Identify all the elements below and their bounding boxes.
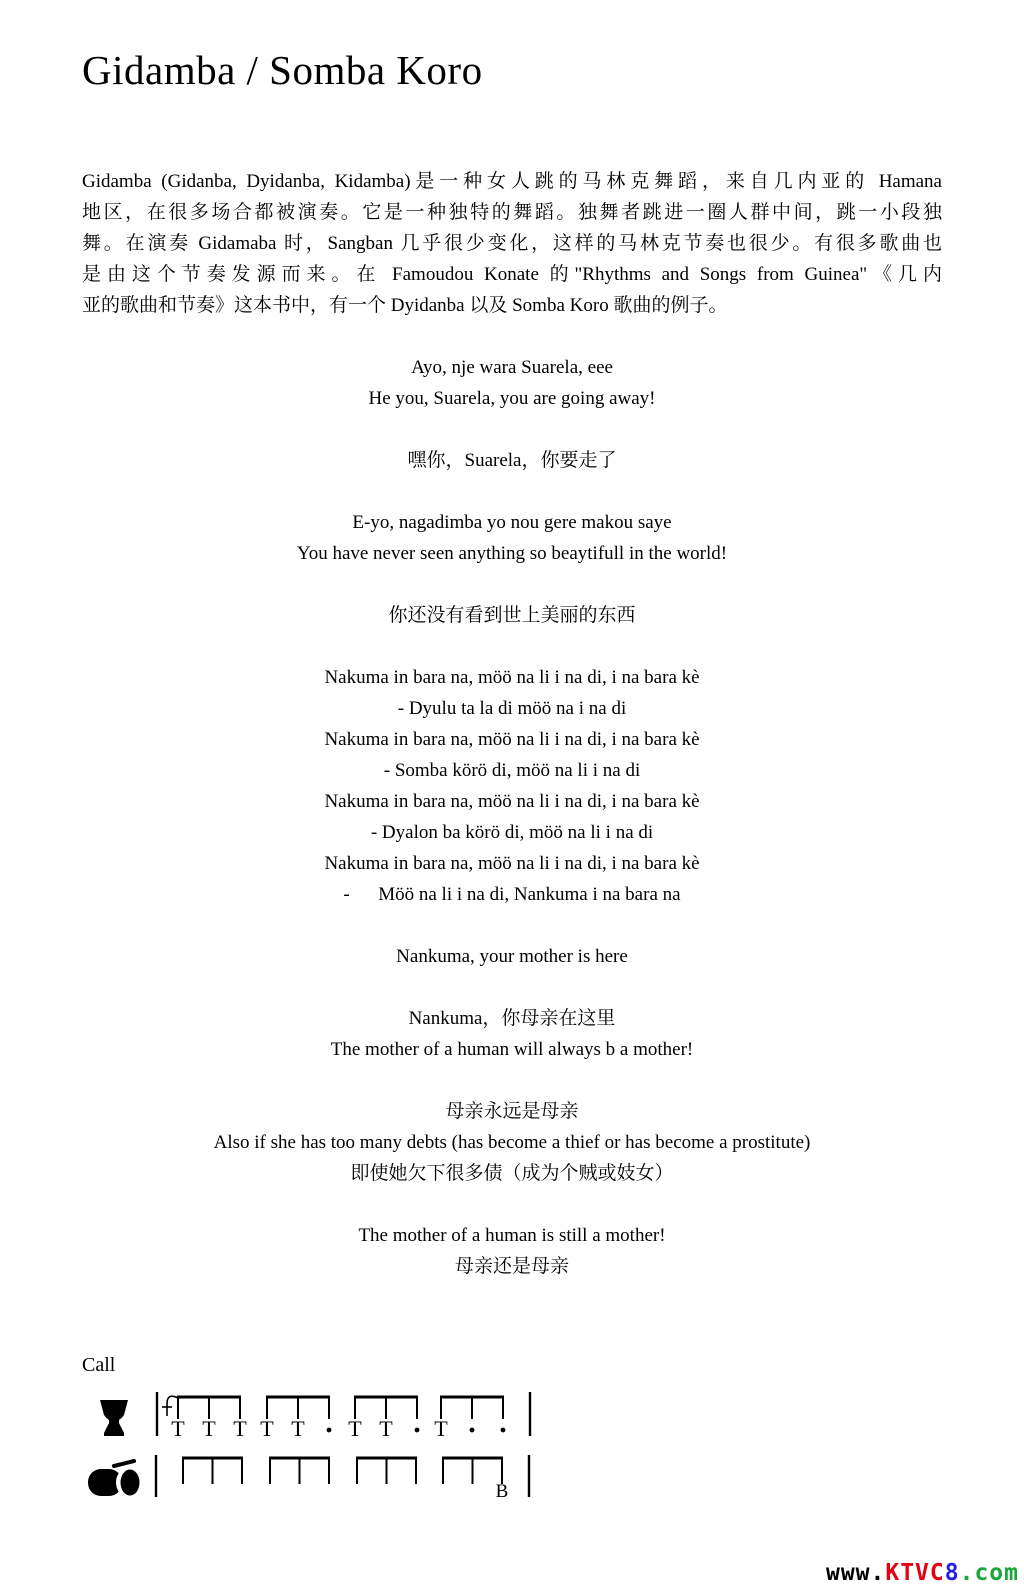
intro-line: 是由这个节奏发源而来。在 Famoudou Konate 的"Rhythms and Songs from Guinea"《几内: [82, 264, 942, 285]
lyric-line: - Möö na li i na di, Nankuma i na bara na: [343, 884, 681, 905]
lyric-block: [82, 600, 942, 631]
call-label: Call: [82, 1354, 116, 1376]
page-title: Gidamba / Somba Koro: [82, 47, 483, 93]
intro-line: 地区，在很多场合都被演奏。它是一种独特的舞蹈。独舞者跳进一圈人群中间，跳一小段独: [82, 202, 942, 223]
lyric-line: The mother of a human is still a mother!: [358, 1225, 666, 1246]
notation-staff: [156, 1392, 530, 1502]
note-letter: T: [202, 1416, 216, 1441]
lyric-line: Nakuma in bara na, möö na li i na di, i na bara kè: [324, 791, 700, 812]
lyric-line: - Somba körö di, möö na li i na di: [383, 760, 641, 781]
rest-dot: [327, 1428, 332, 1433]
lyric-line: - Dyalon ba körö di, möö na li i na di: [370, 822, 654, 843]
lyric-block: [82, 1220, 942, 1282]
lyric-line: Nakuma in bara na, möö na li i na di, i na bara kè: [324, 853, 700, 874]
lyric-line: Nakuma in bara na, möö na li i na di, i na bara kè: [324, 667, 700, 688]
watermark-segment: .com: [959, 1560, 1019, 1586]
lyric-block: [82, 352, 942, 414]
note-letter: T: [379, 1416, 393, 1441]
note-letter: B: [495, 1481, 509, 1502]
watermark-segment: 8: [944, 1560, 960, 1586]
lyric-block: [82, 662, 942, 910]
lyric-line: Nankuma, your mother is here: [396, 946, 628, 967]
lyric-block: [82, 1003, 942, 1065]
lyric-block: [82, 445, 942, 476]
note-letter: T: [434, 1416, 448, 1441]
note-letter: T: [233, 1416, 247, 1441]
lyric-line: Nankuma，你母亲在这里: [408, 1008, 616, 1029]
note-letter: T: [171, 1416, 185, 1441]
note-letter: T: [260, 1416, 274, 1441]
watermark: [826, 1560, 1019, 1586]
djembe-icon: [100, 1400, 128, 1436]
lyric-block: [82, 941, 942, 972]
lyric-line: Nakuma in bara na, möö na li i na di, i na bara kè: [324, 729, 700, 750]
rest-dot: [415, 1428, 420, 1433]
notation-svg: [0, 1385, 560, 1510]
rest-dot: [470, 1428, 475, 1433]
dunun-icon: [88, 1461, 140, 1497]
lyric-line: He you, Suarela, you are going away!: [368, 388, 656, 409]
intro-line: 亚的歌曲和节奏》这本书中，有一个 Dyidanba 以及 Somba Koro 歌曲的例子。: [82, 295, 728, 316]
intro-line: Gidamba (Gidanba, Dyidanba, Kidamba)是一种女人跳的马林克舞蹈，来自几内亚的 Hamana: [82, 171, 942, 192]
lyric-line: - Dyulu ta la di möö na i na di: [397, 698, 627, 719]
lyrics-section: [82, 352, 942, 1313]
lyric-line: Ayo, nje wara Suarela, eee: [411, 357, 613, 378]
lyric-line: 母亲永远是母亲: [445, 1101, 579, 1122]
watermark-segment: www.: [825, 1560, 886, 1586]
lyric-line: 即使她欠下很多债（成为个贼或妓女）: [350, 1163, 674, 1184]
intro-paragraph: [82, 166, 942, 321]
note-letter: T: [291, 1416, 305, 1441]
intro-line: 舞。在演奏 Gidamaba 时，Sangban 几乎很少变化，这样的马林克节奏也很少。有很多歌曲也: [82, 233, 942, 254]
lyric-block: [82, 507, 942, 569]
lyric-line: You have never seen anything so beaytifull in the world!: [296, 543, 728, 564]
lyric-line: 母亲还是母亲: [454, 1256, 569, 1277]
lyric-line: 嘿你，Suarela，你要走了: [407, 450, 617, 471]
lyric-line: The mother of a human will always b a mother!: [330, 1039, 694, 1060]
rest-dot: [501, 1428, 506, 1433]
watermark-segment: KTVC: [885, 1560, 945, 1586]
lyric-line: 你还没有看到世上美丽的东西: [388, 605, 636, 626]
note-letter: T: [348, 1416, 362, 1441]
grace-note-flag: [167, 1396, 178, 1416]
lyric-line: E-yo, nagadimba yo nou gere makou saye: [352, 512, 672, 533]
lyric-line: Also if she has too many debts (has become a thief or has become a prostitute): [213, 1132, 811, 1153]
lyric-block: [82, 1096, 942, 1189]
